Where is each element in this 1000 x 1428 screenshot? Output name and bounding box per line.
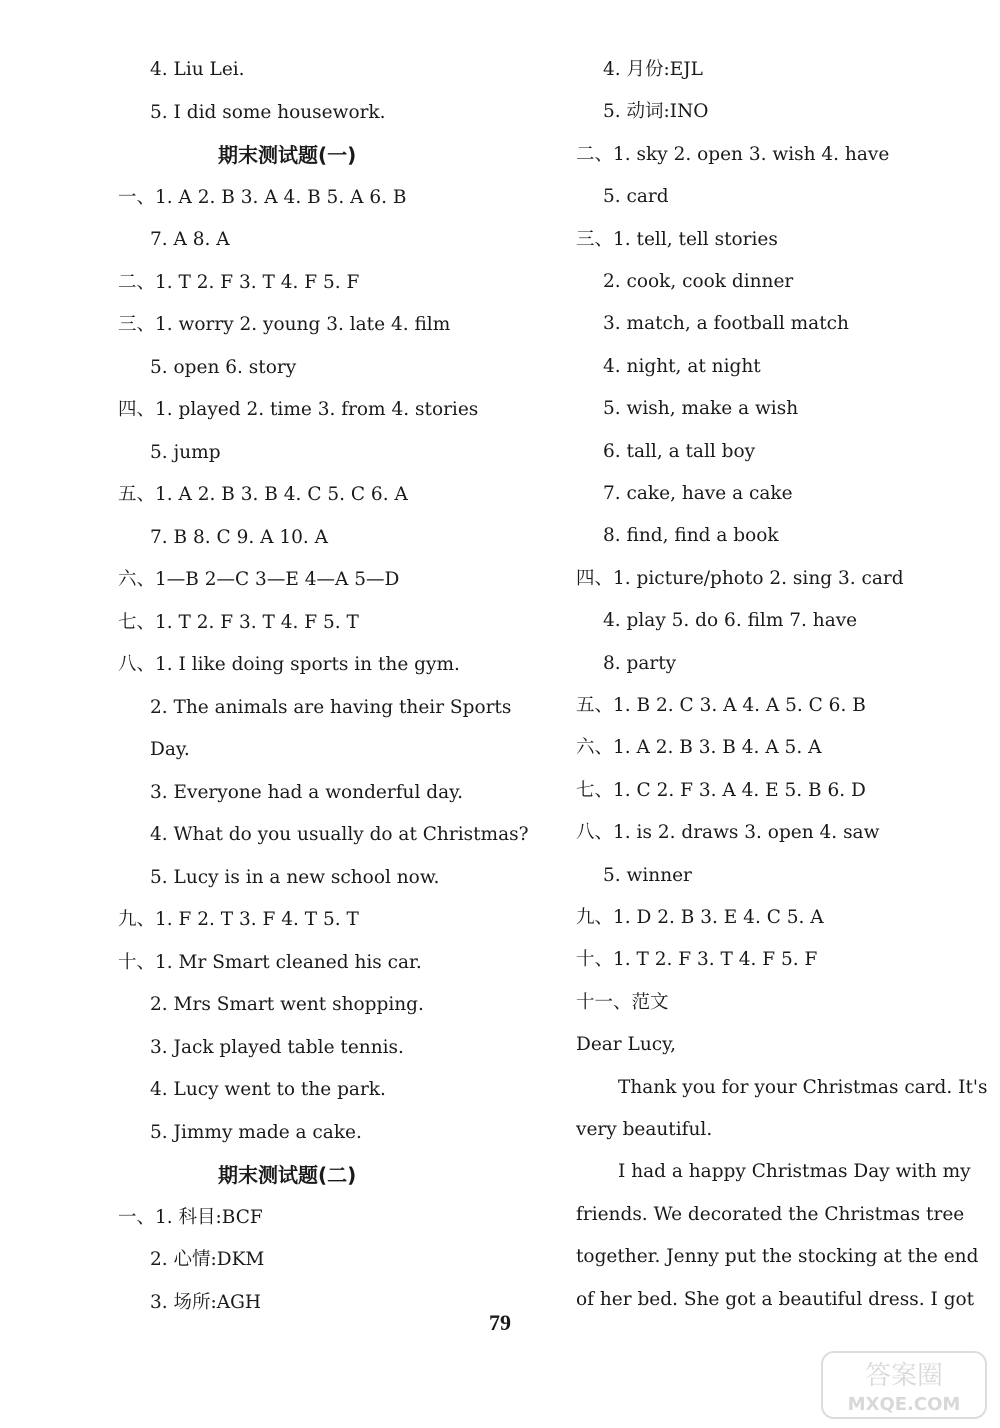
answer-line: friends. We decorated the Christmas tree [576, 1203, 965, 1225]
answer-line: 十一、范文 [576, 991, 669, 1013]
answer-line: 二、1. sky 2. open 3. wish 4. have [576, 143, 890, 165]
answer-line: 5. I did some housework. [150, 101, 386, 123]
answer-line: 八、1. I like doing sports in the gym. [118, 654, 460, 675]
answer-line: 5. jump [150, 441, 221, 463]
answer-line: 一、1. 科目:BCF [118, 1206, 263, 1228]
answer-line: 3. match, a football match [603, 313, 849, 335]
answer-line: 5. 动词:INO [603, 101, 709, 123]
answer-line: of her bed. She got a beautiful dress. I got [576, 1288, 975, 1310]
answer-line: 2. cook, cook dinner [603, 271, 794, 292]
answer-line: 三、1. tell, tell stories [576, 228, 778, 250]
answer-line: 一、1. A 2. B 3. A 4. B 5. A 6. B [118, 186, 407, 208]
answer-line: together. Jenny put the stocking at the end [576, 1246, 979, 1268]
section-heading: 期末测试题(二) [218, 1163, 357, 1187]
answer-line: 5. wish, make a wish [603, 398, 799, 420]
answer-line: 7. cake, have a cake [603, 483, 793, 504]
answer-line: 4. Lucy went to the park. [150, 1079, 386, 1100]
answer-line: 5. winner [603, 864, 692, 886]
answer-line: Day. [150, 739, 190, 760]
page-number: 79 [489, 1310, 511, 1335]
answer-line: 五、1. B 2. C 3. A 4. A 5. C 6. B [576, 695, 866, 716]
watermark-url: MXQE.COM [847, 1394, 961, 1415]
answer-line: 8. find, find a book [603, 525, 779, 547]
answer-line: 5. open 6. story [150, 356, 297, 378]
answer-line: Dear Lucy, [576, 1034, 676, 1056]
answer-line: 5. Lucy is in a new school now. [150, 866, 440, 888]
answer-line: 2. The animals are having their Sports [150, 696, 512, 718]
answer-line: 5. Jimmy made a cake. [150, 1121, 362, 1143]
answer-line: 六、1—B 2—C 3—E 4—A 5—D [118, 569, 400, 590]
answer-line: I had a happy Christmas Day with my [618, 1161, 971, 1183]
answer-line: 五、1. A 2. B 3. B 4. C 5. C 6. A [118, 484, 408, 505]
answer-line: 6. tall, a tall boy [603, 440, 756, 462]
answer-line: 4. What do you usually do at Christmas? [150, 824, 529, 845]
answer-line: 3. Jack played table tennis. [150, 1036, 404, 1058]
answer-line: 三、1. worry 2. young 3. late 4. film [118, 314, 451, 335]
answer-line: 九、1. F 2. T 3. F 4. T 5. T [118, 909, 359, 930]
answer-line: 4. night, at night [603, 355, 761, 377]
answer-line: 十、1. Mr Smart cleaned his car. [118, 951, 422, 973]
answer-line: 八、1. is 2. draws 3. open 4. saw [576, 822, 880, 844]
answer-line: 5. card [603, 186, 669, 208]
answer-line: 3. 场所:AGH [150, 1291, 262, 1313]
answer-line: 4. play 5. do 6. film 7. have [603, 610, 858, 632]
section-heading: 期末测试题(一) [218, 143, 357, 167]
watermark-logo [820, 1350, 988, 1420]
watermark-title: 答案圈 [864, 1361, 944, 1391]
answer-line: 8. party [603, 652, 677, 674]
answer-line: 3. Everyone had a wonderful day. [150, 781, 464, 803]
answer-line: 2. 心情:DKM [150, 1249, 265, 1270]
answer-line: 十、1. T 2. F 3. T 4. F 5. F [576, 949, 818, 971]
answer-line: 4. 月份:EJL [603, 59, 703, 80]
answer-line: 四、1. picture/photo 2. sing 3. card [576, 567, 904, 589]
answer-line: 七、1. T 2. F 3. T 4. F 5. T [118, 611, 359, 633]
answer-line: 六、1. A 2. B 3. B 4. A 5. A [576, 737, 822, 759]
answer-line: 二、1. T 2. F 3. T 4. F 5. F [118, 271, 360, 293]
answer-line: 7. A 8. A [150, 229, 230, 250]
answer-line: 四、1. played 2. time 3. from 4. stories [118, 399, 479, 420]
answer-line: 七、1. C 2. F 3. A 4. E 5. B 6. D [576, 779, 866, 801]
answer-line: 2. Mrs Smart went shopping. [150, 994, 424, 1015]
answer-line: Thank you for your Christmas card. It's [618, 1076, 988, 1098]
answer-line: 7. B 8. C 9. A 10. A [150, 526, 329, 548]
answer-line: 4. Liu Lei. [150, 59, 245, 80]
answer-line: 九、1. D 2. B 3. E 4. C 5. A [576, 907, 824, 928]
answer-line: very beautiful. [576, 1119, 713, 1140]
